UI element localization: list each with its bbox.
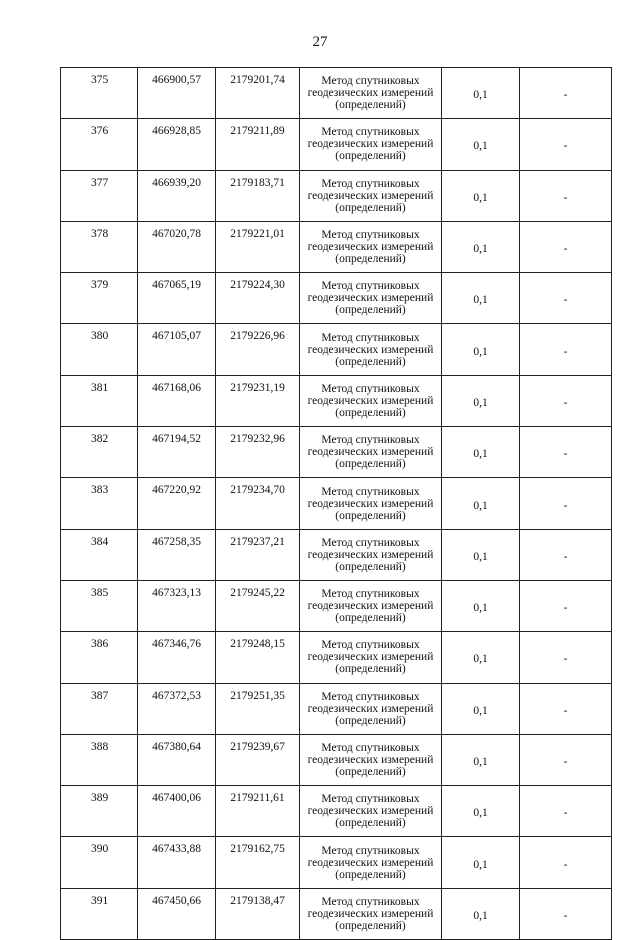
table-row: [61, 273, 612, 324]
method-cell: [300, 734, 442, 785]
point-number-cell: 379: [61, 273, 138, 324]
method-line: Метод спутниковых: [321, 844, 420, 857]
y-coordinate-cell: 2179245,22: [216, 580, 300, 631]
x-coordinate-cell: 467433,88: [138, 837, 216, 888]
point-number-cell: 387: [61, 683, 138, 734]
method-line: Метод спутниковых: [321, 177, 420, 190]
table-row: [61, 375, 612, 426]
method-line: (определений): [335, 253, 406, 266]
note-cell: -: [520, 683, 612, 734]
method-line: (определений): [335, 663, 406, 676]
point-number-cell: 386: [61, 632, 138, 683]
method-line: (определений): [335, 919, 406, 932]
x-coordinate-cell: 467194,52: [138, 427, 216, 478]
method-line: геодезических измерений: [307, 138, 434, 151]
note-cell: -: [520, 580, 612, 631]
method-line: Метод спутниковых: [321, 382, 420, 395]
method-line: Метод спутниковых: [321, 280, 420, 293]
point-number-cell: 391: [61, 888, 138, 939]
method-line: Метод спутниковых: [321, 588, 420, 601]
note-cell: -: [520, 427, 612, 478]
note-cell: -: [520, 734, 612, 785]
table-row: [61, 478, 612, 529]
x-coordinate-cell: 467400,06: [138, 786, 216, 837]
y-coordinate-cell: 2179234,70: [216, 478, 300, 529]
point-number-cell: 388: [61, 734, 138, 785]
y-coordinate-cell: 2179138,47: [216, 888, 300, 939]
point-number-cell: 381: [61, 375, 138, 426]
method-line: Метод спутниковых: [321, 434, 420, 447]
point-number-cell: 375: [61, 68, 138, 119]
method-line: (определений): [335, 509, 406, 522]
method-line: (определений): [335, 766, 406, 778]
note-cell: -: [520, 888, 612, 939]
accuracy-cell: 0,1: [442, 888, 520, 939]
point-number-cell: 383: [61, 478, 138, 529]
method-line: Метод спутниковых: [321, 895, 420, 908]
method-line: геодезических измерений: [307, 856, 434, 869]
x-coordinate-cell: 466928,85: [138, 119, 216, 170]
x-coordinate-cell: 467065,19: [138, 273, 216, 324]
note-cell: -: [520, 478, 612, 529]
method-line: Метод спутниковых: [321, 229, 420, 242]
method-line: Метод спутниковых: [321, 331, 420, 344]
y-coordinate-cell: 2179183,71: [216, 170, 300, 221]
accuracy-cell: 0,1: [442, 375, 520, 426]
note-cell: -: [520, 221, 612, 272]
method-line: (определений): [335, 868, 406, 881]
method-line: геодезических измерений: [307, 343, 434, 356]
accuracy-cell: 0,1: [442, 170, 520, 221]
method-line: Метод спутниковых: [321, 793, 420, 806]
y-coordinate-cell: 2179211,89: [216, 119, 300, 170]
method-cell: [300, 221, 442, 272]
table-row: [61, 427, 612, 478]
y-coordinate-cell: 2179232,96: [216, 427, 300, 478]
method-cell: [300, 632, 442, 683]
x-coordinate-cell: 466939,20: [138, 170, 216, 221]
method-line: Метод спутниковых: [321, 126, 420, 139]
method-line: (определений): [335, 612, 406, 625]
table-row: [61, 68, 612, 119]
method-cell: [300, 683, 442, 734]
method-cell: [300, 786, 442, 837]
point-number-cell: 380: [61, 324, 138, 375]
table-row: [61, 324, 612, 375]
note-cell: -: [520, 632, 612, 683]
method-line: геодезических измерений: [307, 907, 434, 920]
accuracy-cell: 0,1: [442, 632, 520, 683]
note-cell: -: [520, 786, 612, 837]
method-line: геодезических измерений: [307, 754, 434, 766]
table-row: [61, 170, 612, 221]
method-line: геодезических измерений: [307, 87, 434, 100]
point-number-cell: 382: [61, 427, 138, 478]
point-number-cell: 385: [61, 580, 138, 631]
table-row: [61, 683, 612, 734]
y-coordinate-cell: 2179248,15: [216, 632, 300, 683]
x-coordinate-cell: 467258,35: [138, 529, 216, 580]
accuracy-cell: 0,1: [442, 119, 520, 170]
method-line: Метод спутниковых: [321, 485, 420, 498]
y-coordinate-cell: 2179221,01: [216, 221, 300, 272]
method-line: Метод спутниковых: [321, 639, 420, 652]
x-coordinate-cell: 466900,57: [138, 68, 216, 119]
method-cell: [300, 375, 442, 426]
method-line: (определений): [335, 201, 406, 214]
table-row: [61, 221, 612, 272]
x-coordinate-cell: 467105,07: [138, 324, 216, 375]
accuracy-cell: 0,1: [442, 273, 520, 324]
y-coordinate-cell: 2179251,35: [216, 683, 300, 734]
x-coordinate-cell: 467380,64: [138, 734, 216, 785]
accuracy-cell: 0,1: [442, 683, 520, 734]
y-coordinate-cell: 2179226,96: [216, 324, 300, 375]
y-coordinate-cell: 2179237,21: [216, 529, 300, 580]
x-coordinate-cell: 467168,06: [138, 375, 216, 426]
method-line: геодезических измерений: [307, 600, 434, 613]
point-number-cell: 390: [61, 837, 138, 888]
method-line: (определений): [335, 817, 406, 830]
note-cell: -: [520, 119, 612, 170]
accuracy-cell: 0,1: [442, 68, 520, 119]
coordinates-table-body: [61, 68, 612, 940]
note-cell: -: [520, 273, 612, 324]
method-line: геодезических измерений: [307, 702, 434, 715]
accuracy-cell: 0,1: [442, 580, 520, 631]
method-cell: [300, 837, 442, 888]
table-row: [61, 632, 612, 683]
method-line: геодезических измерений: [307, 446, 434, 459]
accuracy-cell: 0,1: [442, 786, 520, 837]
method-cell: [300, 273, 442, 324]
method-line: Метод спутниковых: [321, 690, 420, 703]
method-cell: [300, 888, 442, 939]
table-row: [61, 837, 612, 888]
method-cell: [300, 529, 442, 580]
y-coordinate-cell: 2179162,75: [216, 837, 300, 888]
note-cell: -: [520, 170, 612, 221]
method-cell: [300, 580, 442, 631]
accuracy-cell: 0,1: [442, 529, 520, 580]
accuracy-cell: 0,1: [442, 478, 520, 529]
method-line: (определений): [335, 714, 406, 727]
accuracy-cell: 0,1: [442, 427, 520, 478]
method-line: геодезических измерений: [307, 189, 434, 202]
method-cell: [300, 170, 442, 221]
method-line: (определений): [335, 150, 406, 163]
note-cell: -: [520, 375, 612, 426]
x-coordinate-cell: 467372,53: [138, 683, 216, 734]
method-cell: [300, 324, 442, 375]
method-cell: [300, 427, 442, 478]
x-coordinate-cell: 467220,92: [138, 478, 216, 529]
method-line: Метод спутниковых: [321, 742, 420, 754]
note-cell: -: [520, 837, 612, 888]
table-row: [61, 529, 612, 580]
method-line: геодезических измерений: [307, 805, 434, 818]
note-cell: -: [520, 68, 612, 119]
method-line: Метод спутниковых: [321, 536, 420, 549]
method-line: геодезических измерений: [307, 394, 434, 407]
point-number-cell: 389: [61, 786, 138, 837]
point-number-cell: 376: [61, 119, 138, 170]
table-row: [61, 888, 612, 939]
table-row: [61, 734, 612, 785]
table-row: [61, 786, 612, 837]
method-cell: [300, 68, 442, 119]
x-coordinate-cell: 467450,66: [138, 888, 216, 939]
method-line: (определений): [335, 304, 406, 317]
x-coordinate-cell: 467346,76: [138, 632, 216, 683]
coordinates-table: [60, 67, 612, 940]
method-line: (определений): [335, 560, 406, 573]
page-number: 27: [312, 34, 328, 50]
table-row: [61, 580, 612, 631]
y-coordinate-cell: 2179201,74: [216, 68, 300, 119]
method-line: Метод спутниковых: [321, 75, 420, 88]
method-line: геодезических измерений: [307, 497, 434, 510]
point-number-cell: 384: [61, 529, 138, 580]
method-line: (определений): [335, 355, 406, 368]
y-coordinate-cell: 2179211,61: [216, 786, 300, 837]
method-line: геодезических измерений: [307, 292, 434, 305]
method-line: геодезических измерений: [307, 241, 434, 254]
table-row: [61, 119, 612, 170]
method-cell: [300, 478, 442, 529]
accuracy-cell: 0,1: [442, 837, 520, 888]
method-line: (определений): [335, 406, 406, 419]
note-cell: -: [520, 529, 612, 580]
accuracy-cell: 0,1: [442, 324, 520, 375]
note-cell: -: [520, 324, 612, 375]
point-number-cell: 377: [61, 170, 138, 221]
x-coordinate-cell: 467323,13: [138, 580, 216, 631]
y-coordinate-cell: 2179239,67: [216, 734, 300, 785]
accuracy-cell: 0,1: [442, 221, 520, 272]
y-coordinate-cell: 2179231,19: [216, 375, 300, 426]
accuracy-cell: 0,1: [442, 734, 520, 785]
method-line: (определений): [335, 458, 406, 471]
x-coordinate-cell: 467020,78: [138, 221, 216, 272]
method-line: геодезических измерений: [307, 548, 434, 561]
point-number-cell: 378: [61, 221, 138, 272]
method-line: (определений): [335, 99, 406, 112]
y-coordinate-cell: 2179224,30: [216, 273, 300, 324]
method-cell: [300, 119, 442, 170]
method-line: геодезических измерений: [307, 651, 434, 664]
